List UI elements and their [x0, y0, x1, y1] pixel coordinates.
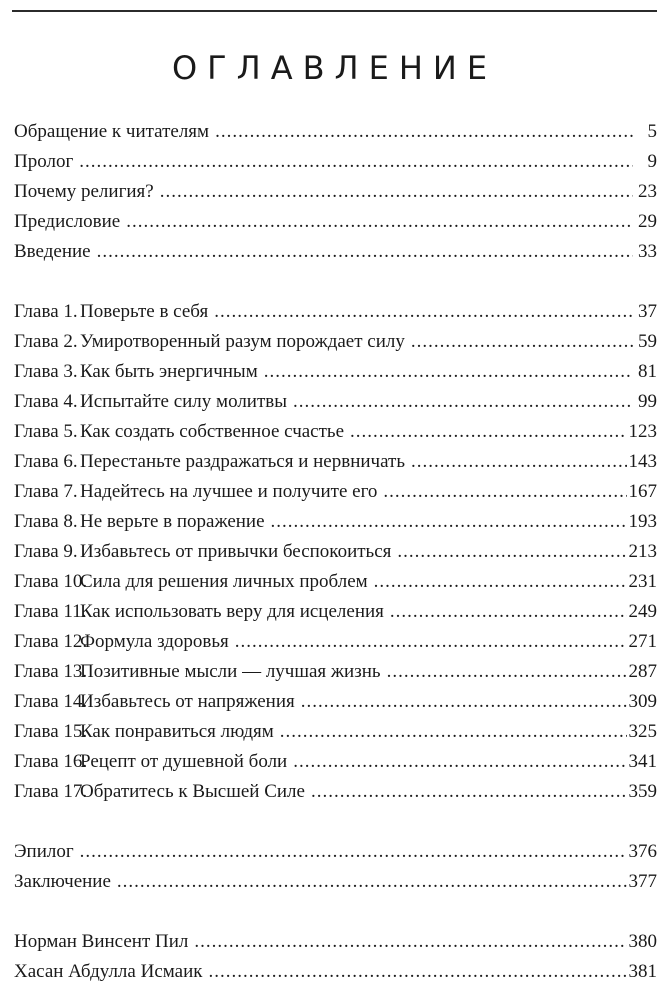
toc-entry[interactable] — [14, 117, 657, 147]
chapter-number: Глава 3. — [14, 361, 78, 382]
chapter-page: 167 — [628, 481, 657, 502]
chapter-page: 213 — [628, 541, 657, 562]
chapter-title: Рецепт от душевной боли — [80, 751, 288, 772]
top-rule — [12, 10, 657, 12]
chapter-page: 59 — [638, 331, 657, 352]
chapter-page: 325 — [628, 721, 657, 742]
dot-leader — [293, 747, 626, 777]
toc-chapter-entry[interactable] — [14, 327, 657, 357]
chapter-number: Глава 17. — [14, 781, 88, 802]
toc-entry-page: 9 — [647, 151, 657, 172]
toc-entry[interactable] — [14, 177, 657, 207]
chapter-number: Глава 8. — [14, 511, 78, 532]
dot-leader — [194, 927, 626, 957]
chapter-page: 287 — [628, 661, 657, 682]
chapter-page: 359 — [628, 781, 657, 802]
toc-chapter-entry[interactable] — [14, 597, 657, 627]
chapter-page: 271 — [628, 631, 657, 652]
toc-chapter-entry[interactable] — [14, 657, 657, 687]
toc-entry[interactable] — [14, 147, 657, 177]
table-of-contents — [14, 117, 657, 987]
chapter-page: 37 — [638, 301, 657, 322]
chapter-page: 143 — [628, 451, 657, 472]
dot-leader — [301, 687, 627, 717]
toc-entry-title: Эпилог — [14, 841, 74, 862]
page-title: ОГЛАВЛЕНИЕ — [171, 49, 498, 88]
dot-leader — [80, 837, 627, 867]
toc-chapter-entry[interactable] — [14, 537, 657, 567]
toc-chapter-entry[interactable] — [14, 477, 657, 507]
toc-entry[interactable] — [14, 867, 657, 897]
dot-leader — [350, 417, 626, 447]
toc-entry[interactable] — [14, 837, 657, 867]
chapter-page: 231 — [628, 571, 657, 592]
toc-chapter-entry[interactable] — [14, 687, 657, 717]
dot-leader — [383, 477, 626, 507]
toc-chapter-entry[interactable] — [14, 777, 657, 807]
toc-entry-title: Обращение к читателям — [14, 121, 210, 142]
toc-entry-title: Заключение — [14, 871, 111, 892]
toc-entry-page: 33 — [638, 241, 657, 262]
chapter-title: Избавьтесь от привычки беспокоиться — [80, 541, 392, 562]
chapter-title: Как создать собственное счастье — [80, 421, 345, 442]
toc-chapter-entry[interactable] — [14, 417, 657, 447]
toc-entry-page: 377 — [628, 871, 657, 892]
chapter-title: Поверьте в себя — [80, 301, 209, 322]
toc-chapter-entry[interactable] — [14, 297, 657, 327]
chapter-number: Глава 2. — [14, 331, 78, 352]
chapter-number: Глава 12. — [14, 631, 88, 652]
dot-leader — [411, 447, 626, 477]
chapter-title: Формула здоровья — [80, 631, 229, 652]
toc-entry-title: Норман Винсент Пил — [14, 931, 189, 952]
chapter-number: Глава 16. — [14, 751, 88, 772]
chapter-number: Глава 11. — [14, 601, 87, 622]
toc-entry-page: 380 — [628, 931, 657, 952]
chapter-title: Как использовать веру для исцеления — [80, 601, 384, 622]
chapter-number: Глава 10. — [14, 571, 88, 592]
chapter-title: Испытайте силу молитвы — [80, 391, 288, 412]
toc-front-matter — [14, 117, 657, 267]
chapter-number: Глава 14. — [14, 691, 88, 712]
dot-leader — [293, 387, 633, 417]
dot-leader — [390, 597, 627, 627]
dot-leader — [374, 567, 627, 597]
chapter-title: Позитивные мысли — лучшая жизнь — [80, 661, 381, 682]
toc-chapters — [14, 297, 657, 807]
chapter-title: Не верьте в поражение — [80, 511, 265, 532]
dot-leader — [160, 177, 633, 207]
chapter-title: Как быть энергичным — [80, 361, 258, 382]
toc-chapter-entry[interactable] — [14, 387, 657, 417]
toc-chapter-entry[interactable] — [14, 357, 657, 387]
chapter-title: Обратитесь к Высшей Силе — [80, 781, 305, 802]
chapter-title: Избавьтесь от напряжения — [80, 691, 295, 712]
chapter-number: Глава 7. — [14, 481, 78, 502]
toc-entry-page: 381 — [628, 961, 657, 982]
chapter-page: 81 — [638, 361, 657, 382]
dot-leader — [387, 657, 627, 687]
toc-entry-page: 376 — [628, 841, 657, 862]
toc-chapter-entry[interactable] — [14, 747, 657, 777]
toc-entry-title: Хасан Абдулла Исмаик — [14, 961, 203, 982]
chapter-page: 341 — [628, 751, 657, 772]
toc-entry-title: Введение — [14, 241, 91, 262]
dot-leader — [397, 537, 626, 567]
toc-entry[interactable] — [14, 207, 657, 237]
toc-chapter-entry[interactable] — [14, 507, 657, 537]
dot-leader — [280, 717, 627, 747]
chapter-number: Глава 5. — [14, 421, 78, 442]
toc-back-matter — [14, 837, 657, 897]
dot-leader — [311, 777, 627, 807]
toc-entry-page: 5 — [647, 121, 657, 142]
dot-leader — [271, 507, 627, 537]
chapter-number: Глава 4. — [14, 391, 78, 412]
dot-leader — [411, 327, 633, 357]
chapter-page: 309 — [628, 691, 657, 712]
dot-leader — [97, 237, 633, 267]
dot-leader — [264, 357, 633, 387]
toc-entry-title: Пролог — [14, 151, 74, 172]
toc-entry-page: 29 — [638, 211, 657, 232]
toc-chapter-entry[interactable] — [14, 447, 657, 477]
dot-leader — [126, 207, 633, 237]
chapter-title: Сила для решения личных проблем — [80, 571, 368, 592]
dot-leader — [214, 297, 633, 327]
dot-leader — [79, 147, 633, 177]
toc-entry-page: 23 — [638, 181, 657, 202]
chapter-number: Глава 1. — [14, 301, 78, 322]
toc-entry[interactable] — [14, 237, 657, 267]
chapter-page: 123 — [628, 421, 657, 442]
dot-leader — [215, 117, 633, 147]
toc-authors — [14, 927, 657, 987]
toc-entry-title: Предисловие — [14, 211, 121, 232]
toc-chapter-entry[interactable] — [14, 717, 657, 747]
dot-leader — [235, 627, 627, 657]
chapter-page: 99 — [638, 391, 657, 412]
chapter-title: Надейтесь на лучшее и получите его — [80, 481, 378, 502]
chapter-title: Как понравиться людям — [80, 721, 274, 742]
chapter-number: Глава 6. — [14, 451, 78, 472]
chapter-page: 249 — [628, 601, 657, 622]
toc-chapter-entry[interactable] — [14, 567, 657, 597]
chapter-title: Перестаньте раздражаться и нервничать — [80, 451, 406, 472]
dot-leader — [117, 867, 627, 897]
toc-chapter-entry[interactable] — [14, 627, 657, 657]
chapter-number: Глава 15. — [14, 721, 88, 742]
chapter-number: Глава 13. — [14, 661, 88, 682]
chapter-number: Глава 9. — [14, 541, 78, 562]
toc-entry[interactable] — [14, 957, 657, 987]
chapter-page: 193 — [628, 511, 657, 532]
toc-entry[interactable] — [14, 927, 657, 957]
chapter-title: Умиротворенный разум порождает силу — [80, 331, 405, 352]
dot-leader — [208, 957, 626, 987]
toc-entry-title: Почему религия? — [14, 181, 154, 202]
